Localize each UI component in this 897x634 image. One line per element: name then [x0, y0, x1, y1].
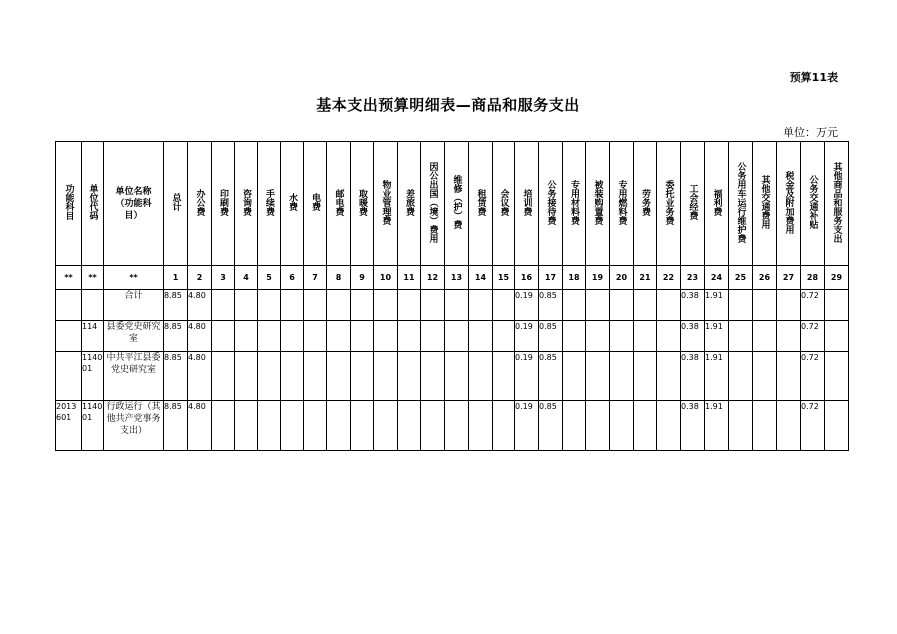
amount-cell	[729, 321, 753, 352]
document-code: 预算11表	[789, 71, 838, 84]
amount-cell	[398, 321, 421, 352]
amount-cell: 0.85	[539, 401, 563, 451]
col-header-15	[445, 142, 469, 266]
amount-cell	[634, 401, 657, 451]
amount-cell	[469, 401, 493, 451]
amount-cell	[657, 290, 681, 321]
amount-cell	[777, 321, 801, 352]
index-cell: 1	[164, 266, 188, 290]
amount-cell: 0.72	[801, 401, 825, 451]
page-title: 基本支出预算明细表—商品和服务支出	[316, 96, 580, 114]
amount-cell	[304, 290, 327, 321]
amount-cell	[777, 401, 801, 451]
amount-cell	[563, 401, 586, 451]
index-cell: 19	[586, 266, 610, 290]
col-header-label: 委托业务费	[663, 179, 674, 225]
amount-cell	[421, 290, 445, 321]
amount-cell	[212, 290, 235, 321]
amount-cell	[235, 321, 258, 352]
col-header-1	[82, 142, 104, 266]
index-cell: 26	[753, 266, 777, 290]
col-header-label: 公务接待费	[545, 179, 556, 225]
amount-cell	[281, 352, 304, 401]
amount-cell: 8.85	[164, 321, 188, 352]
amount-cell	[258, 290, 281, 321]
amount-cell	[586, 352, 610, 401]
col-header-label: 差旅费	[404, 188, 414, 216]
col-header-label: 税金及附加费用	[783, 170, 794, 234]
index-cell: 29	[825, 266, 849, 290]
amount-cell	[657, 321, 681, 352]
amount-cell	[753, 401, 777, 451]
amount-cell	[753, 290, 777, 321]
index-cell: **	[56, 266, 82, 290]
amount-cell	[258, 401, 281, 451]
col-header-label: 单位代码	[87, 184, 98, 220]
col-header-31	[825, 142, 849, 266]
amount-cell	[563, 290, 586, 321]
function-code-cell	[56, 352, 82, 401]
amount-cell	[825, 290, 849, 321]
col-header-14	[421, 142, 445, 266]
col-header-30	[801, 142, 825, 266]
index-cell: 17	[539, 266, 563, 290]
index-cell: 27	[777, 266, 801, 290]
index-cell: 24	[705, 266, 729, 290]
amount-cell	[281, 290, 304, 321]
col-header-26	[705, 142, 729, 266]
amount-cell	[235, 401, 258, 451]
table-row	[56, 401, 849, 451]
amount-cell	[445, 290, 469, 321]
amount-cell	[374, 321, 398, 352]
col-header-label: 功能科目	[63, 184, 74, 220]
amount-cell	[563, 321, 586, 352]
amount-cell: 0.85	[539, 321, 563, 352]
col-header-label: 工会经费	[687, 184, 698, 220]
amount-cell	[493, 290, 515, 321]
amount-cell	[729, 290, 753, 321]
index-cell: 20	[610, 266, 634, 290]
amount-cell: 0.72	[801, 290, 825, 321]
amount-cell	[281, 401, 304, 451]
amount-cell	[445, 401, 469, 451]
function-code-cell	[56, 290, 82, 321]
amount-cell: 1.91	[705, 290, 729, 321]
col-header-label: 被装购置费	[592, 179, 603, 225]
col-header-12	[374, 142, 398, 266]
index-cell: 21	[634, 266, 657, 290]
table-row	[56, 290, 849, 321]
col-header-8	[281, 142, 304, 266]
amount-cell	[753, 352, 777, 401]
amount-cell	[258, 352, 281, 401]
col-header-6	[235, 142, 258, 266]
unit-code-cell	[82, 290, 104, 321]
index-cell: 14	[469, 266, 493, 290]
col-header-label: 总计	[170, 193, 181, 211]
amount-cell	[634, 321, 657, 352]
unit-name-cell: 中共平江县委党史研究室	[104, 352, 164, 401]
amount-cell	[327, 401, 351, 451]
col-header-label: 因公出国（境）费用	[427, 161, 438, 243]
amount-cell: 0.38	[681, 352, 705, 401]
index-cell: 2	[188, 266, 212, 290]
amount-cell	[212, 321, 235, 352]
amount-cell	[398, 352, 421, 401]
amount-cell	[398, 401, 421, 451]
col-header-label: 专用材料费	[569, 179, 579, 225]
unit-code-cell: 114	[82, 321, 104, 352]
index-cell: **	[82, 266, 104, 290]
index-cell: 16	[515, 266, 539, 290]
amount-cell	[212, 352, 235, 401]
col-header-27	[729, 142, 753, 266]
amount-cell	[374, 352, 398, 401]
index-cell: 25	[729, 266, 753, 290]
col-header-label: 咨询费	[241, 188, 251, 216]
col-header-21	[586, 142, 610, 266]
col-header-10	[327, 142, 351, 266]
col-header-4	[188, 142, 212, 266]
budget-table	[55, 141, 849, 451]
amount-cell	[421, 321, 445, 352]
col-header-label: 培训费	[521, 188, 532, 216]
col-header-label: 公务交通补贴	[807, 175, 818, 229]
col-header-label: 取暖费	[357, 188, 367, 216]
amount-cell	[351, 352, 374, 401]
index-cell: 5	[258, 266, 281, 290]
amount-cell	[657, 352, 681, 401]
col-header-label: 单位名称（功能科目）	[115, 186, 152, 221]
amount-cell	[563, 352, 586, 401]
amount-cell	[634, 290, 657, 321]
amount-cell	[421, 352, 445, 401]
function-code-cell	[56, 321, 82, 352]
col-header-24	[657, 142, 681, 266]
amount-cell	[304, 401, 327, 451]
amount-cell	[374, 290, 398, 321]
amount-cell: 0.19	[515, 321, 539, 352]
amount-cell	[657, 401, 681, 451]
amount-cell: 4.80	[188, 321, 212, 352]
col-header-19	[539, 142, 563, 266]
col-header-label: 办公费	[194, 188, 205, 216]
col-header-label: 专用燃料费	[616, 179, 627, 225]
header-row	[56, 142, 849, 266]
unit-code-cell: 114001	[82, 401, 104, 451]
amount-cell	[469, 290, 493, 321]
col-header-2	[104, 142, 164, 266]
amount-cell	[753, 321, 777, 352]
amount-cell	[327, 290, 351, 321]
amount-cell	[398, 290, 421, 321]
amount-cell: 1.91	[705, 352, 729, 401]
amount-cell	[351, 401, 374, 451]
index-cell: 10	[374, 266, 398, 290]
amount-cell	[777, 290, 801, 321]
col-header-22	[610, 142, 634, 266]
unit-name-cell: 县委党史研究室	[104, 321, 164, 352]
col-header-18	[515, 142, 539, 266]
amount-cell: 0.19	[515, 352, 539, 401]
table-row	[56, 321, 849, 352]
col-header-label: 维修（护）费	[451, 175, 462, 229]
amount-cell	[258, 321, 281, 352]
amount-cell	[351, 290, 374, 321]
col-header-label: 会议费	[498, 188, 509, 216]
col-header-label: 劳务费	[640, 188, 650, 216]
amount-cell: 4.80	[188, 401, 212, 451]
index-cell: 15	[493, 266, 515, 290]
function-code-cell: 2013601	[56, 401, 82, 451]
amount-cell	[445, 321, 469, 352]
amount-cell: 8.85	[164, 352, 188, 401]
col-header-29	[777, 142, 801, 266]
col-header-16	[469, 142, 493, 266]
amount-cell: 0.72	[801, 321, 825, 352]
index-cell: 28	[801, 266, 825, 290]
amount-cell	[493, 352, 515, 401]
col-header-label: 水费	[287, 193, 297, 211]
amount-cell	[212, 401, 235, 451]
col-header-0	[56, 142, 82, 266]
index-cell: 9	[351, 266, 374, 290]
col-header-label: 其他交通费用	[759, 175, 770, 229]
amount-cell	[281, 321, 304, 352]
amount-cell	[777, 352, 801, 401]
amount-cell	[469, 352, 493, 401]
col-header-17	[493, 142, 515, 266]
col-header-7	[258, 142, 281, 266]
unit-name-cell: 行政运行（其他共产党事务支出）	[104, 401, 164, 451]
amount-cell	[610, 352, 634, 401]
index-cell: 3	[212, 266, 235, 290]
col-header-3	[164, 142, 188, 266]
amount-cell	[825, 401, 849, 451]
amount-cell: 0.72	[801, 352, 825, 401]
col-header-9	[304, 142, 327, 266]
index-cell: 13	[445, 266, 469, 290]
amount-cell	[304, 321, 327, 352]
unit-label: 单位：万元	[783, 126, 838, 139]
col-header-25	[681, 142, 705, 266]
col-header-label: 电费	[310, 193, 320, 211]
index-cell: 6	[281, 266, 304, 290]
index-cell: 12	[421, 266, 445, 290]
amount-cell: 1.91	[705, 321, 729, 352]
amount-cell	[327, 352, 351, 401]
amount-cell: 8.85	[164, 401, 188, 451]
index-cell: 4	[235, 266, 258, 290]
unit-code-cell: 114001	[82, 352, 104, 401]
amount-cell	[304, 352, 327, 401]
amount-cell	[825, 352, 849, 401]
col-header-label: 邮电费	[333, 188, 344, 216]
col-header-label: 印刷费	[218, 188, 228, 216]
table-row	[56, 352, 849, 401]
col-header-label: 物业管理费	[380, 179, 391, 225]
unit-name-cell: 合计	[104, 290, 164, 321]
amount-cell: 0.19	[515, 290, 539, 321]
amount-cell	[469, 321, 493, 352]
amount-cell: 0.85	[539, 352, 563, 401]
amount-cell	[634, 352, 657, 401]
amount-cell: 4.80	[188, 352, 212, 401]
amount-cell: 1.91	[705, 401, 729, 451]
amount-cell	[235, 290, 258, 321]
col-header-label: 其他商品和服务支出	[831, 161, 842, 243]
amount-cell	[610, 290, 634, 321]
amount-cell	[586, 401, 610, 451]
col-header-label: 租赁费	[475, 188, 486, 216]
amount-cell	[493, 321, 515, 352]
amount-cell	[586, 321, 610, 352]
index-row	[56, 266, 849, 290]
amount-cell	[825, 321, 849, 352]
index-cell: 18	[563, 266, 586, 290]
amount-cell: 0.38	[681, 290, 705, 321]
amount-cell: 0.19	[515, 401, 539, 451]
col-header-label: 公务用车运行维护费	[735, 161, 746, 243]
amount-cell	[610, 321, 634, 352]
amount-cell	[493, 401, 515, 451]
amount-cell	[374, 401, 398, 451]
col-header-23	[634, 142, 657, 266]
amount-cell: 0.85	[539, 290, 563, 321]
col-header-5	[212, 142, 235, 266]
amount-cell	[235, 352, 258, 401]
amount-cell: 0.38	[681, 321, 705, 352]
amount-cell	[586, 290, 610, 321]
index-cell: 8	[327, 266, 351, 290]
col-header-label: 手续费	[264, 188, 274, 216]
amount-cell	[729, 401, 753, 451]
index-cell: 11	[398, 266, 421, 290]
col-header-label: 福利费	[711, 188, 722, 216]
amount-cell: 8.85	[164, 290, 188, 321]
col-header-28	[753, 142, 777, 266]
amount-cell	[351, 321, 374, 352]
amount-cell: 0.38	[681, 401, 705, 451]
amount-cell	[327, 321, 351, 352]
amount-cell: 4.80	[188, 290, 212, 321]
index-cell: **	[104, 266, 164, 290]
col-header-11	[351, 142, 374, 266]
index-cell: 22	[657, 266, 681, 290]
col-header-20	[563, 142, 586, 266]
amount-cell	[729, 352, 753, 401]
index-cell: 7	[304, 266, 327, 290]
index-cell: 23	[681, 266, 705, 290]
amount-cell	[445, 352, 469, 401]
amount-cell	[610, 401, 634, 451]
col-header-13	[398, 142, 421, 266]
amount-cell	[421, 401, 445, 451]
